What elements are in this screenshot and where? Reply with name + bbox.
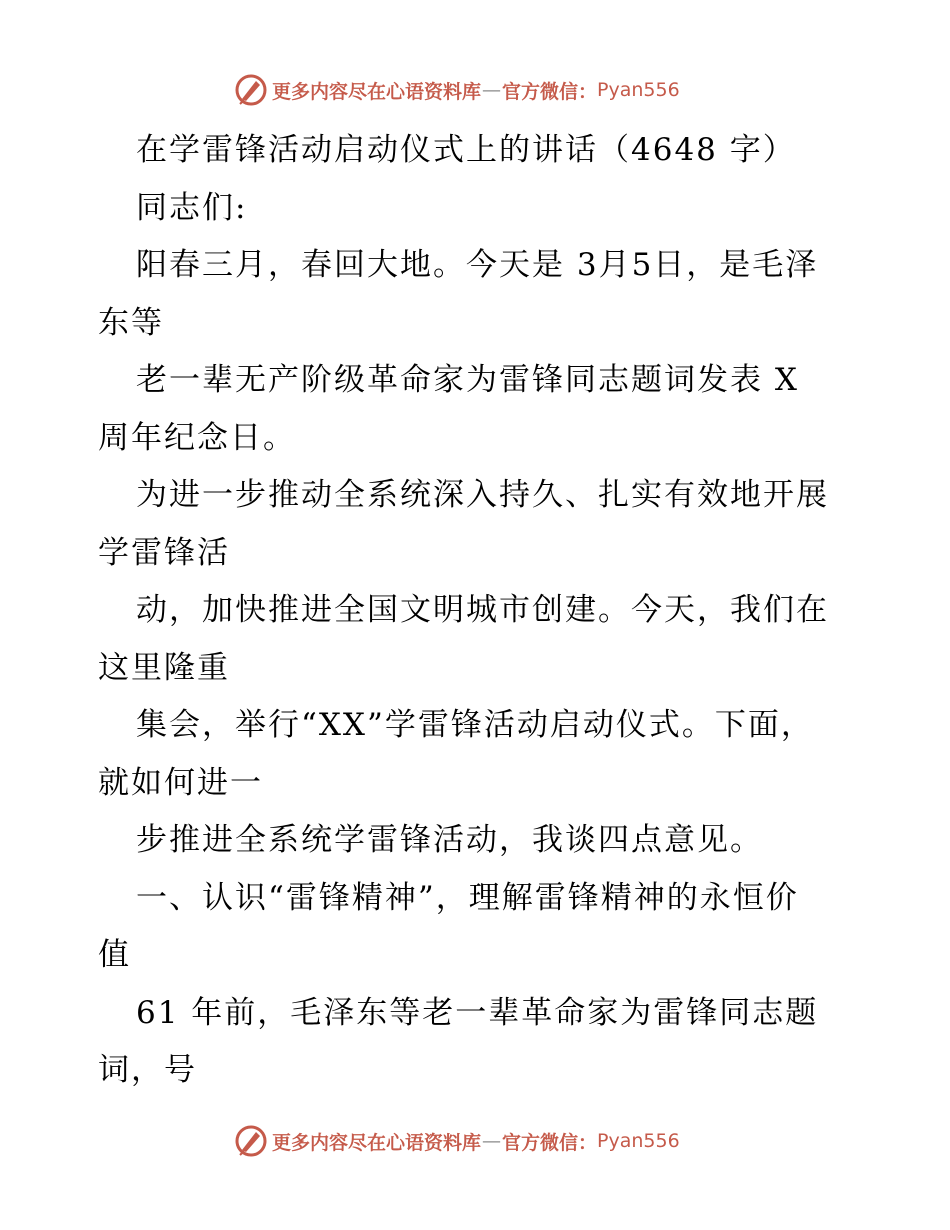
header-wechat-id: Pyan556 xyxy=(597,79,680,101)
document-line: 61 年前，毛泽东等老一辈革命家为雷锋同志题 xyxy=(136,994,819,1031)
footer-wechat-id: Pyan556 xyxy=(597,1130,680,1152)
document-line: 阳春三月，春回大地。今天是 3月5日，是毛泽 xyxy=(136,247,819,283)
document-line: 集会，举行“XX”学雷锋活动启动仪式。下面， xyxy=(136,707,814,743)
header-wechat-label: 官方微信： xyxy=(502,80,598,103)
document-line: 值 xyxy=(98,937,131,973)
footer-wechat-label: 官方微信： xyxy=(502,1131,598,1154)
footer-brand-text: 更多内容尽在心语资料库 xyxy=(272,1131,482,1154)
header-brand-text: 更多内容尽在心语资料库 xyxy=(272,80,482,103)
document-line: 在学雷锋活动启动仪式上的讲话（4648 字） xyxy=(136,132,796,168)
document-line: 老一辈无产阶级革命家为雷锋同志题词发表 X xyxy=(136,362,799,398)
document-line: 周年纪念日。 xyxy=(98,419,296,456)
document-line: 同志们: xyxy=(136,189,248,226)
document-body xyxy=(98,122,868,1100)
footer-watermark xyxy=(234,1124,680,1158)
header-watermark xyxy=(234,73,680,107)
document-line: 词，号 xyxy=(98,1052,197,1088)
quill-pen-logo-icon xyxy=(234,1124,268,1158)
footer-separator: — xyxy=(482,1130,502,1152)
document-line: 就如何进一 xyxy=(98,764,263,801)
quill-pen-logo-icon xyxy=(234,73,268,107)
document-line: 这里隆重 xyxy=(98,649,230,686)
document-line: 东等 xyxy=(98,304,164,341)
document-line: 步推进全系统学雷锋活动，我谈四点意见。 xyxy=(136,822,763,858)
document-line: 动，加快推进全国文明城市创建。今天，我们在 xyxy=(136,592,829,628)
document-line: 一、认识“雷锋精神”，理解雷锋精神的永恒价 xyxy=(136,879,799,916)
header-separator: — xyxy=(482,79,502,101)
document-line: 学雷锋活 xyxy=(98,534,230,571)
document-line: 为进一步推动全系统深入持久、扎实有效地开展 xyxy=(136,477,829,513)
